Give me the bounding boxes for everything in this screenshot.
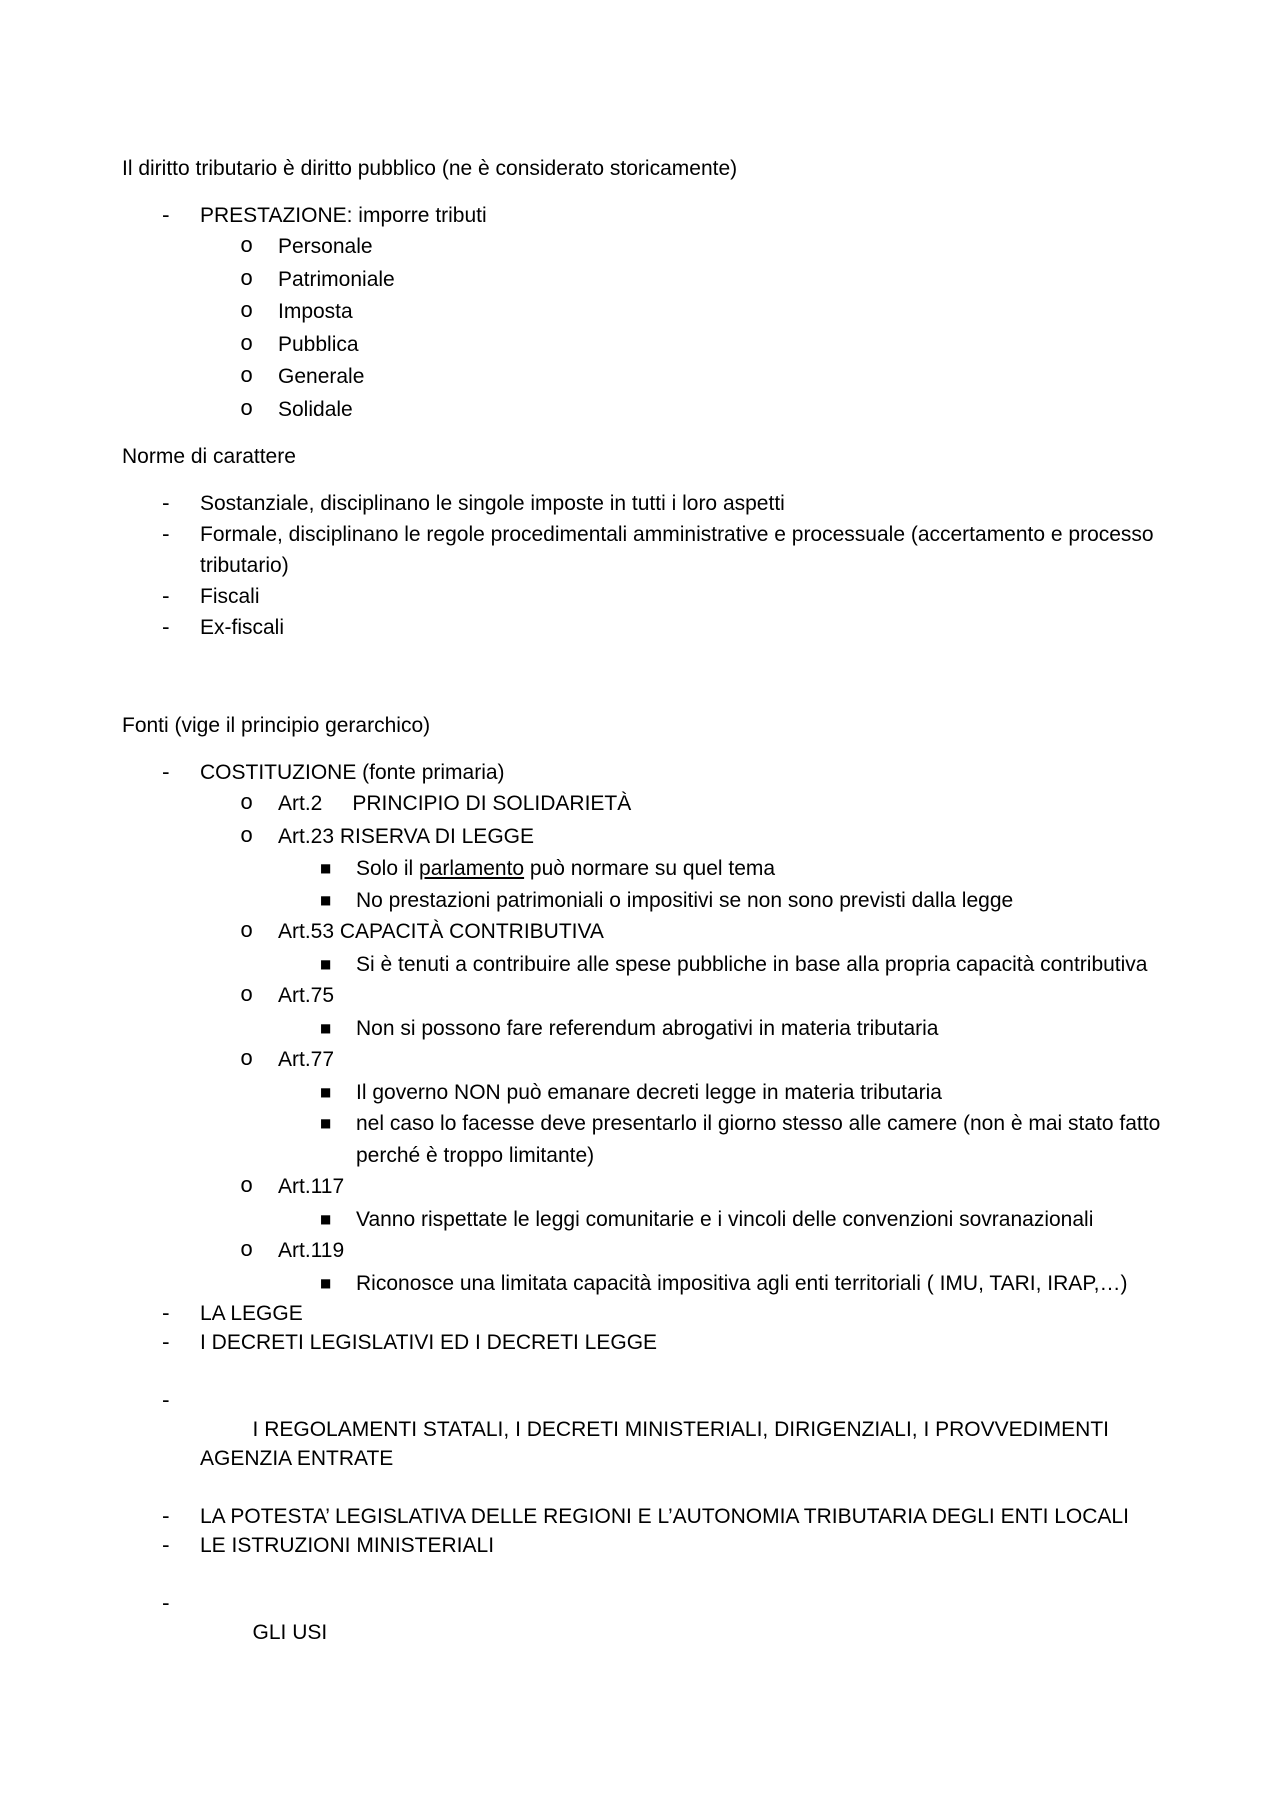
dash-marker: -: [162, 1330, 170, 1354]
list-item: [122, 296, 1162, 329]
square-marker: ■: [320, 1211, 332, 1226]
dash-marker: -: [162, 491, 170, 515]
list-item-text: GLI USI: [246, 1621, 328, 1644]
art23-label: Art.23 RISERVA DI LEGGE: [278, 824, 534, 848]
underlined-word: parlamento: [419, 857, 525, 880]
dash-marker: -: [162, 203, 170, 227]
list-item-text: Fiscali: [200, 585, 260, 608]
dash-marker: -: [162, 584, 170, 608]
blank-space: [122, 657, 1162, 709]
art23-bullet: [122, 853, 1162, 885]
list-item: [122, 264, 1162, 297]
list-item-text: Solidale: [278, 397, 353, 421]
art119-bullet: [122, 1268, 1162, 1300]
list-item: [122, 1328, 1162, 1357]
dash-marker: -: [162, 760, 170, 784]
circle-marker: o: [240, 1238, 254, 1263]
list-item: [122, 1357, 1162, 1502]
art75-bullet: [122, 1013, 1162, 1045]
art77-label: Art.77: [278, 1048, 335, 1071]
list-item-text: Pubblica: [278, 332, 359, 356]
list-item-text: Sostanziale, disciplinano le singole imposte in tutti i loro aspetti: [200, 492, 785, 515]
circle-marker: o: [240, 823, 254, 849]
circle-marker: o: [240, 919, 254, 944]
list-item: [122, 1502, 1162, 1531]
bullet-text: Vanno rispettate le leggi comunitarie e i vincoli delle convenzioni sovranazionali: [356, 1207, 1094, 1231]
prestazione-label: PRESTAZIONE: imporre tributi: [200, 204, 487, 227]
square-marker: ■: [320, 1020, 332, 1035]
art53-bullet: [122, 949, 1162, 981]
circle-marker: o: [240, 299, 254, 324]
bullet-text-post: può normare su quel tema: [524, 857, 776, 880]
circle-marker: o: [240, 1174, 254, 1199]
costituzione-item: [122, 757, 1162, 788]
bullet-text: Il governo NON può emanare decreti legge in materia tributaria: [356, 1080, 942, 1104]
square-marker: ■: [320, 892, 332, 907]
list-item-text: Personale: [278, 235, 373, 258]
list-item-text: Generale: [278, 365, 365, 388]
art53-item: [122, 916, 1162, 949]
list-item-text: I DECRETI LEGISLATIVI ED I DECRETI LEGGE: [200, 1331, 658, 1354]
costituzione-label: COSTITUZIONE (fonte primaria): [200, 761, 505, 784]
circle-marker: o: [240, 1047, 254, 1072]
circle-marker: o: [240, 983, 254, 1008]
list-item-text: Ex-fiscali: [200, 616, 285, 639]
list-item-text: Patrimoniale: [278, 267, 395, 291]
art53-label: Art.53 CAPACITÀ CONTRIBUTIVA: [278, 920, 604, 943]
bullet-text: No prestazioni patrimoniali o impositivi se non sono previsti dalla legge: [356, 888, 1014, 912]
circle-marker: o: [240, 396, 254, 422]
list-item-text: LE ISTRUZIONI MINISTERIALI: [200, 1534, 495, 1557]
dash-marker: -: [162, 1504, 170, 1528]
list-item: [122, 519, 1162, 581]
dash-marker: -: [162, 615, 170, 639]
list-item: [122, 488, 1162, 519]
prestazione-list: [122, 200, 1162, 426]
circle-marker: o: [240, 234, 254, 259]
bullet-text: nel caso lo facesse deve presentarlo il giorno stesso alle camere (non è mai stato fatto perché è troppo limitante): [356, 1112, 1161, 1167]
norme-heading: Norme di carattere: [122, 445, 296, 468]
square-marker: ■: [320, 861, 332, 875]
art2-title: PRINCIPIO DI SOLIDARIETÀ: [352, 792, 632, 815]
art117-label: Art.117: [278, 1175, 345, 1198]
art77-bullet: [122, 1077, 1162, 1109]
list-item: [122, 1299, 1162, 1328]
list-item: [122, 612, 1162, 643]
dash-marker: -: [162, 1388, 170, 1412]
bullet-text: Riconosce una limitata capacità impositiva agli enti territoriali ( IMU, TARI, IRAP,…): [356, 1271, 1128, 1295]
art77-item: [122, 1044, 1162, 1077]
art117-bullet: [122, 1204, 1162, 1236]
dash-marker: -: [162, 1591, 170, 1615]
square-marker: ■: [320, 956, 332, 971]
dash-marker: -: [162, 1301, 170, 1325]
art75-label: Art.75: [278, 984, 335, 1007]
list-item: [122, 231, 1162, 264]
norme-list: [122, 488, 1162, 643]
square-marker: ■: [320, 1275, 332, 1290]
list-item: [122, 394, 1162, 427]
list-item: [122, 1560, 1162, 1676]
list-item-text: Imposta: [278, 300, 353, 323]
art2-number: Art.2: [278, 792, 323, 815]
intro-paragraph: Il diritto tributario è diritto pubblico (ne è considerato storicamente): [122, 157, 738, 180]
dash-marker: -: [162, 1533, 170, 1557]
square-marker: ■: [320, 1116, 332, 1130]
art77-bullet: [122, 1108, 1162, 1171]
list-item: [122, 329, 1162, 362]
circle-marker: o: [240, 791, 254, 816]
list-item-text: Formale, disciplinano le regole procedimentali amministrative e processuale (accertamento e processo tributario): [200, 523, 1154, 577]
art119-item: [122, 1235, 1162, 1268]
bullet-text: Non si possono fare referendum abrogativi in materia tributaria: [356, 1016, 939, 1040]
prestazione-item: [122, 200, 1162, 231]
art2-item: [122, 788, 1162, 821]
circle-marker: o: [240, 364, 254, 389]
bullet-text-pre: Solo il: [356, 857, 420, 880]
art117-item: [122, 1171, 1162, 1204]
circle-marker: o: [240, 266, 254, 292]
art23-bullet: [122, 885, 1162, 917]
art119-label: Art.119: [278, 1239, 345, 1262]
art75-item: [122, 980, 1162, 1013]
document-body: [122, 152, 1162, 1690]
circle-marker: o: [240, 331, 254, 357]
fonti-heading: Fonti (vige il principio gerarchico): [122, 714, 431, 737]
list-item-text: I REGOLAMENTI STATALI, I DECRETI MINISTERIALI, DIRIGENZIALI, I PROVVEDIMENTI AGENZIA ENTRATE: [200, 1418, 1114, 1470]
list-item: [122, 581, 1162, 612]
list-item: [122, 1531, 1162, 1560]
dash-marker: -: [162, 522, 170, 546]
list-item: [122, 361, 1162, 394]
list-item-text: LA LEGGE: [200, 1302, 303, 1325]
list-item-text: LA POTESTA’ LEGISLATIVA DELLE REGIONI E L’AUTONOMIA TRIBUTARIA DEGLI ENTI LOCALI: [200, 1505, 1129, 1528]
art23-item: [122, 821, 1162, 854]
square-marker: ■: [320, 1084, 332, 1099]
fonti-list: [122, 757, 1162, 1676]
bullet-text: Si è tenuti a contribuire alle spese pubbliche in base alla propria capacità contributiva: [356, 952, 1148, 976]
